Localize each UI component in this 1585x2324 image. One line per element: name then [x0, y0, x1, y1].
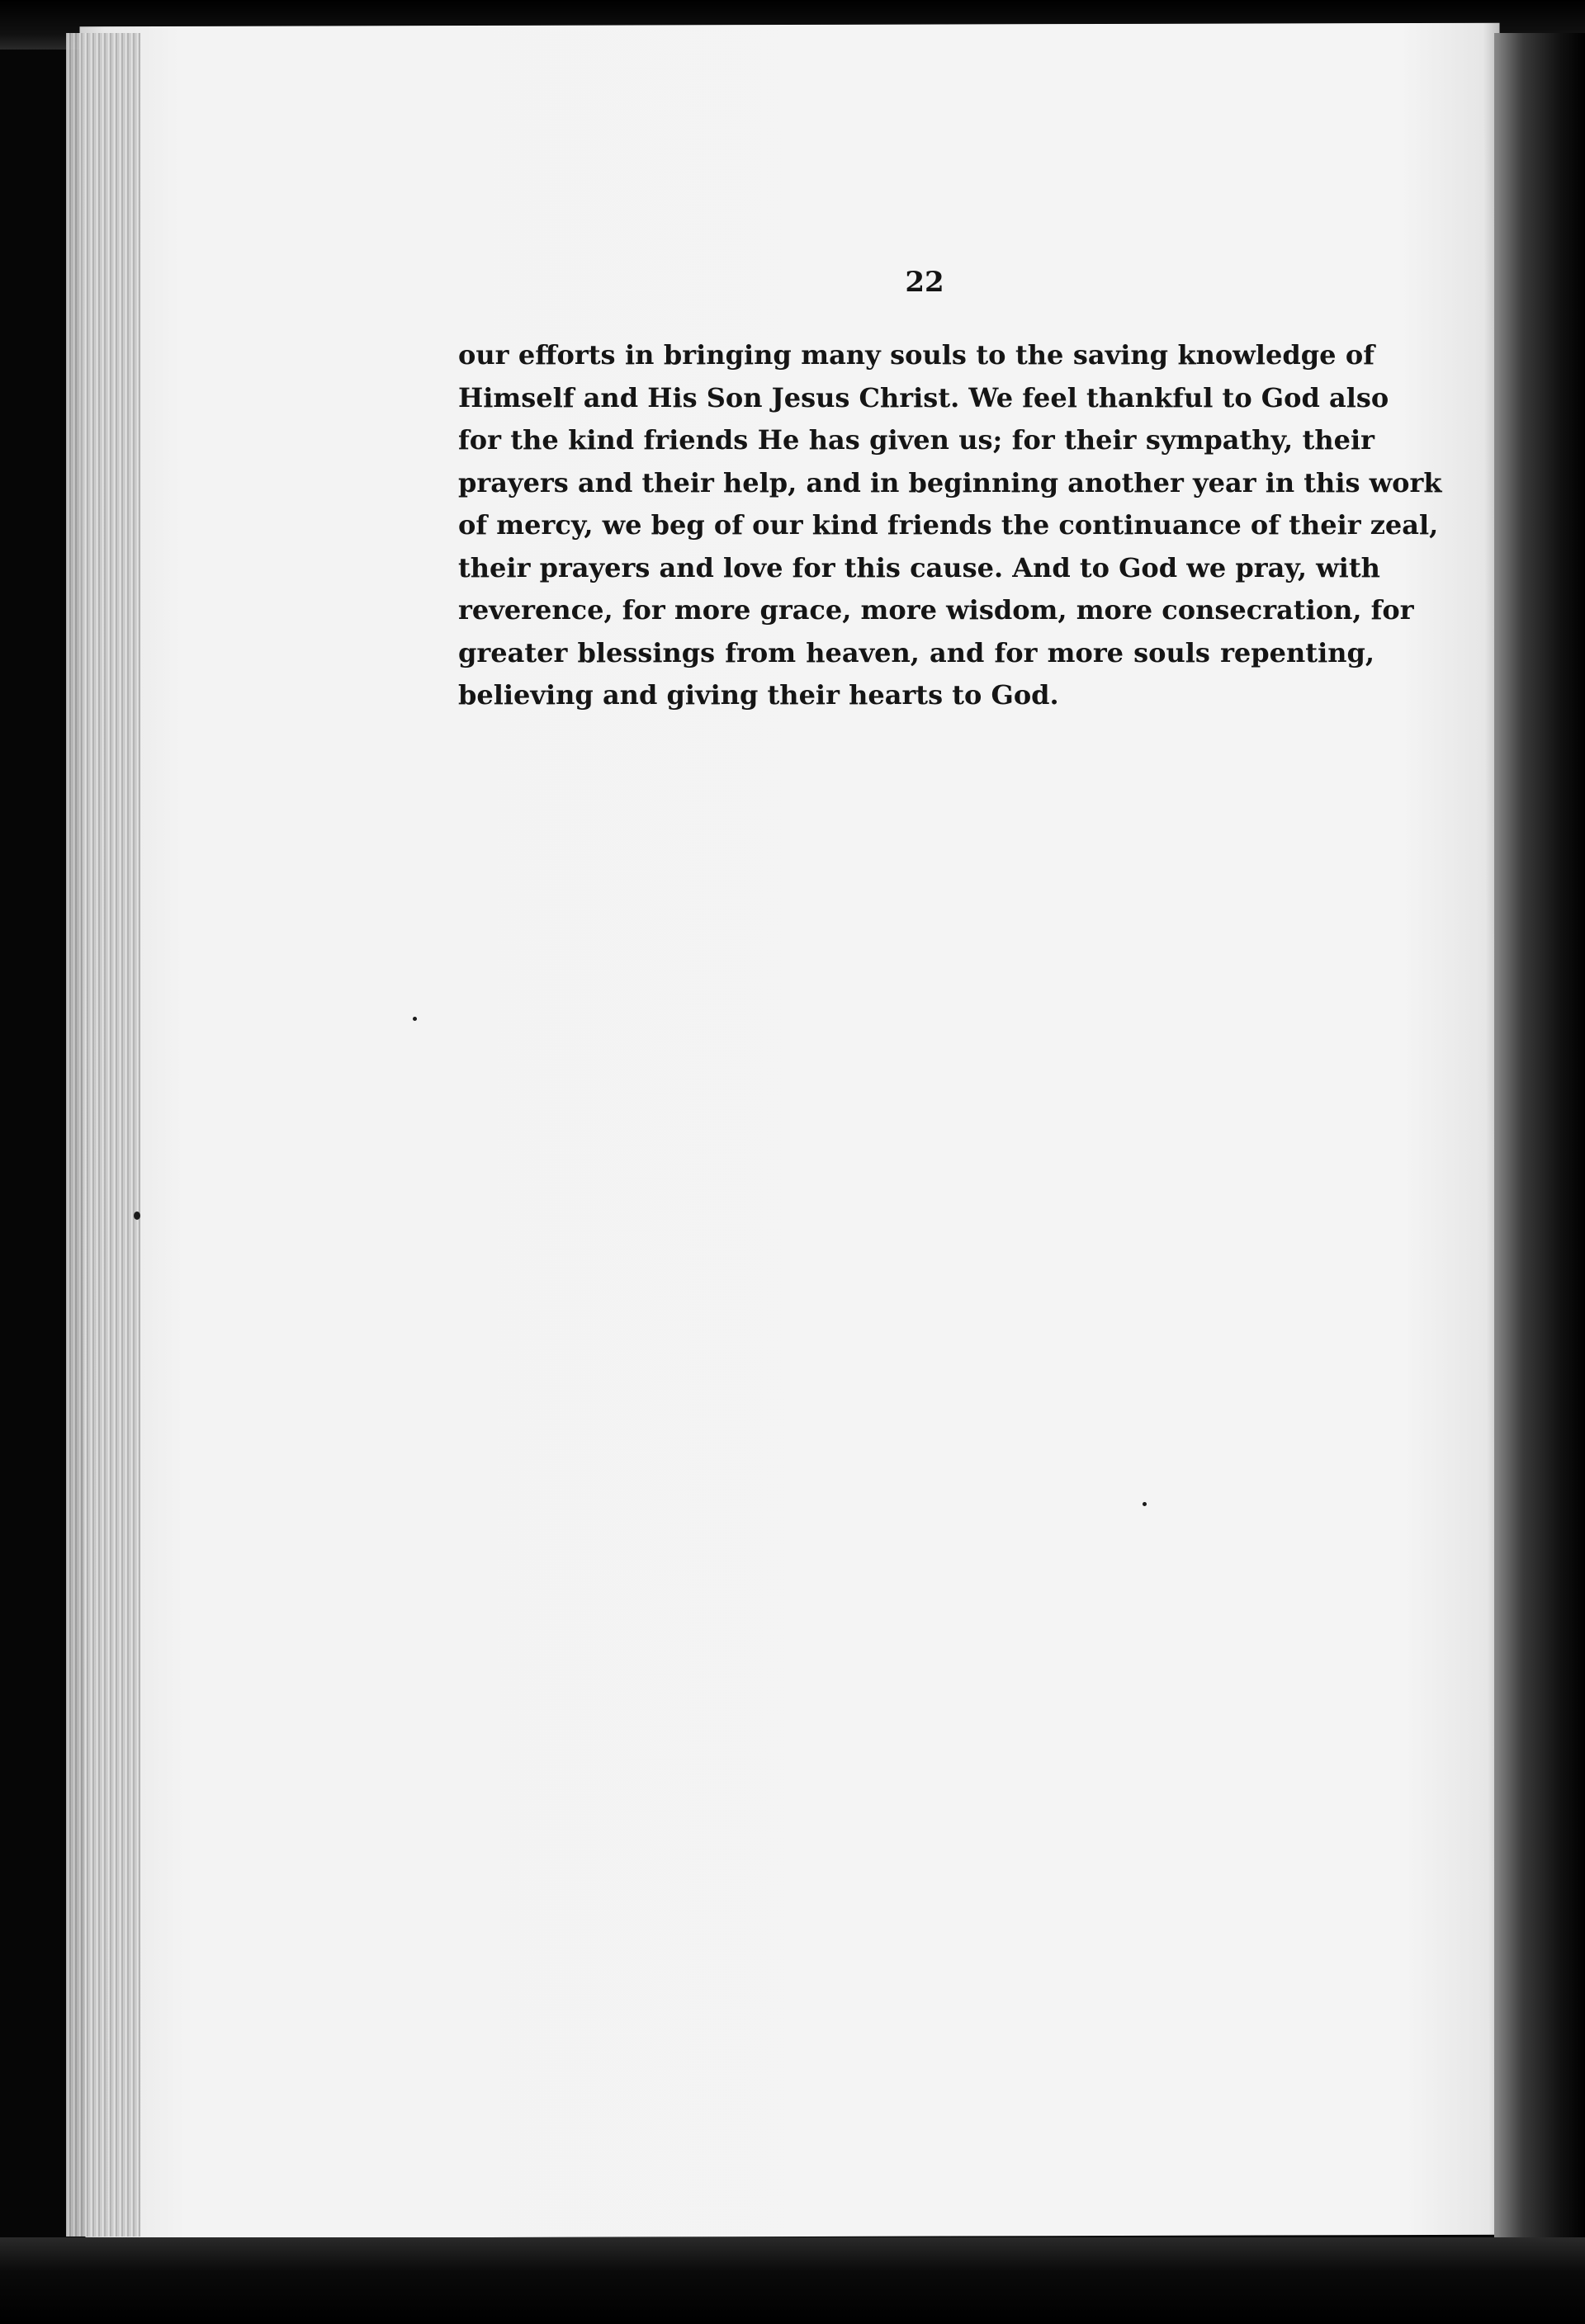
binding-shadow: [1494, 33, 1585, 2324]
body-text: [458, 334, 1442, 717]
text-line: our efforts in bringing many souls to the saving knowledge of: [458, 339, 1374, 371]
text-line: greater blessings from heaven, and for more souls repenting,: [458, 636, 1374, 668]
text-line: prayers and their help, and in beginning another year in this work: [458, 466, 1442, 498]
text-line: Himself and His Son Jesus Christ. We feel thankful to God also: [458, 381, 1389, 413]
text-line: their prayers and love for this cause. And to God we pray, with: [458, 551, 1380, 583]
scan-bottom-border: [0, 2237, 1585, 2324]
text-line: for the kind friends He has given us; for their sympathy, their: [458, 424, 1374, 456]
ink-speck: [413, 1017, 417, 1021]
ink-speck: [134, 1212, 140, 1220]
text-line: believing and giving their hearts to God.: [458, 679, 1059, 711]
page-number: 22: [905, 266, 944, 299]
ink-speck: [1143, 1502, 1147, 1506]
page-edges: [66, 33, 140, 2237]
text-line: of mercy, we beg of our kind friends the continuance of their zeal,: [458, 509, 1439, 541]
text-line: reverence, for more grace, more wisdom, more consecration, for: [458, 594, 1414, 626]
